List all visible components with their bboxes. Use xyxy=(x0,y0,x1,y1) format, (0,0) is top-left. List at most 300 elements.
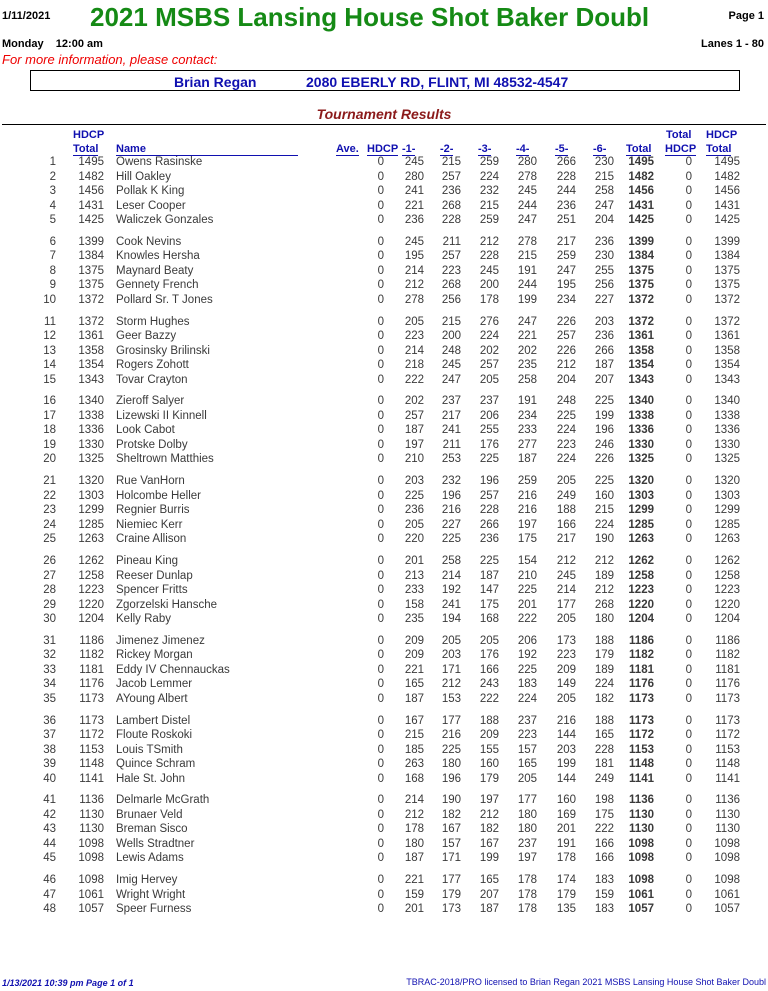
cell-rank: 30 xyxy=(43,613,56,625)
cell-total-hdcp: 0 xyxy=(685,584,692,596)
cell-bowler-name: Breman Sisco xyxy=(116,823,188,836)
cell-game-4: 225 xyxy=(517,584,537,596)
cell-hdcp-total: 1220 xyxy=(78,598,104,611)
cell-game-3: 205 xyxy=(479,373,499,386)
cell-game-5: 228 xyxy=(556,170,576,183)
cell-hdcp-grand-total: 1057 xyxy=(714,903,740,916)
cell-game-5: 144 xyxy=(556,729,576,742)
cell-total-hdcp: 0 xyxy=(685,293,692,306)
cell-game-5: 217 xyxy=(556,235,576,248)
cell-game-3: 257 xyxy=(479,359,499,372)
cell-game-3: 225 xyxy=(479,555,499,567)
cell-total: 1482 xyxy=(628,170,654,183)
cell-game-5: 199 xyxy=(556,758,576,771)
table-row xyxy=(0,773,768,787)
cell-game-6: 215 xyxy=(594,504,614,517)
cell-game-6: 224 xyxy=(594,518,614,531)
table-row xyxy=(0,533,768,547)
cell-hdcp-total: 1262 xyxy=(78,555,104,567)
cell-game-5: 236 xyxy=(556,199,576,212)
cell-game-2: 171 xyxy=(441,852,461,865)
col-game-5: -5- xyxy=(555,143,569,155)
cell-game-4: 157 xyxy=(517,743,537,756)
cell-bowler-name: Grosinsky Brilinski xyxy=(116,344,210,357)
cell-game-5: 169 xyxy=(556,808,576,821)
cell-hdcp: 0 xyxy=(377,279,384,292)
cell-hdcp-grand-total: 1425 xyxy=(714,214,740,226)
cell-rank: 31 xyxy=(43,634,56,647)
cell-hdcp-grand-total: 1098 xyxy=(714,874,740,887)
cell-hdcp-grand-total: 1285 xyxy=(714,518,740,531)
cell-game-2: 192 xyxy=(441,584,461,596)
table-row xyxy=(0,555,768,569)
cell-rank: 18 xyxy=(43,424,56,437)
table-row xyxy=(0,156,768,170)
cell-bowler-name: Speer Furness xyxy=(116,903,192,916)
cell-hdcp: 0 xyxy=(377,569,384,582)
cell-total-hdcp: 0 xyxy=(685,598,692,611)
table-row xyxy=(0,374,768,388)
cell-total: 1172 xyxy=(629,729,654,742)
cell-hdcp-total: 1258 xyxy=(78,569,104,582)
cell-game-5: 216 xyxy=(556,714,576,727)
cell-game-1: 178 xyxy=(404,823,424,836)
cell-game-6: 225 xyxy=(594,395,614,408)
cell-game-6: 196 xyxy=(594,424,614,437)
page-number: Page 1 xyxy=(728,10,764,22)
cell-game-4: 205 xyxy=(517,772,537,785)
cell-game-2: 268 xyxy=(441,199,461,212)
cell-game-6: 222 xyxy=(594,823,614,836)
cell-hdcp-grand-total: 1181 xyxy=(715,663,740,676)
cell-game-3: 257 xyxy=(479,489,499,502)
cell-hdcp: 0 xyxy=(377,170,384,183)
cell-game-2: 247 xyxy=(441,373,461,386)
cell-game-6: 246 xyxy=(594,438,614,451)
cell-game-3: 237 xyxy=(479,395,499,408)
cell-game-1: 159 xyxy=(404,888,424,901)
table-row xyxy=(0,475,768,489)
cell-hdcp-total: 1057 xyxy=(78,903,104,916)
cell-game-4: 223 xyxy=(517,729,537,742)
cell-game-5: 205 xyxy=(556,692,576,705)
cell-total-hdcp: 0 xyxy=(685,837,692,850)
cell-hdcp-total: 1330 xyxy=(78,438,104,451)
cell-total: 1338 xyxy=(628,409,654,422)
cell-bowler-name: Leser Cooper xyxy=(116,199,186,212)
cell-game-1: 235 xyxy=(404,613,424,625)
table-row xyxy=(0,664,768,678)
cell-game-1: 167 xyxy=(404,714,424,727)
col-hdcp: HDCP xyxy=(367,143,399,155)
cell-rank: 42 xyxy=(43,808,56,821)
cell-bowler-name: Regnier Burris xyxy=(116,504,190,517)
cell-hdcp: 0 xyxy=(377,214,384,226)
table-row xyxy=(0,185,768,199)
cell-game-1: 203 xyxy=(404,475,424,488)
table-row xyxy=(0,613,768,627)
cell-game-1: 236 xyxy=(404,504,424,517)
cell-hdcp-grand-total: 1172 xyxy=(715,729,740,742)
cell-game-5: 212 xyxy=(556,555,576,567)
col-hdcp-total-top: HDCP xyxy=(73,129,105,141)
cell-rank: 27 xyxy=(43,569,56,582)
cell-hdcp-grand-total: 1262 xyxy=(714,555,740,567)
cell-game-2: 225 xyxy=(441,533,461,546)
cell-game-5: 224 xyxy=(556,453,576,466)
cell-total: 1098 xyxy=(628,852,654,865)
cell-total-hdcp: 0 xyxy=(685,156,692,168)
cell-hdcp-grand-total: 1204 xyxy=(714,613,740,625)
cell-hdcp: 0 xyxy=(377,199,384,212)
cell-bowler-name: Craine Allison xyxy=(116,533,187,546)
cell-rank: 16 xyxy=(43,395,56,408)
cell-game-3: 225 xyxy=(479,453,499,466)
cell-game-3: 196 xyxy=(479,475,499,488)
cell-rank: 37 xyxy=(43,729,56,742)
cell-game-1: 221 xyxy=(404,663,424,676)
cell-game-1: 214 xyxy=(404,344,424,357)
cell-game-2: 196 xyxy=(441,489,461,502)
cell-game-2: 153 xyxy=(441,692,461,705)
cell-hdcp: 0 xyxy=(377,518,384,531)
table-row xyxy=(0,490,768,504)
cell-game-4: 180 xyxy=(517,823,537,836)
cell-bowler-name: Wright Wright xyxy=(116,888,186,901)
table-row xyxy=(0,852,768,866)
cell-hdcp-total: 1204 xyxy=(78,613,104,625)
cell-rank: 43 xyxy=(43,823,56,836)
cell-game-5: 249 xyxy=(556,489,576,502)
cell-game-4: 234 xyxy=(517,409,537,422)
cell-bowler-name: Rogers Zohott xyxy=(116,359,189,372)
cell-hdcp-grand-total: 1343 xyxy=(714,373,740,386)
cell-bowler-name: Knowles Hersha xyxy=(116,250,200,263)
cell-rank: 29 xyxy=(43,598,56,611)
cell-hdcp-total: 1325 xyxy=(78,453,104,466)
cell-game-4: 191 xyxy=(517,264,537,277)
cell-game-5: 214 xyxy=(556,584,576,596)
cell-game-4: 237 xyxy=(517,837,537,850)
cell-rank: 28 xyxy=(43,584,56,596)
cell-game-6: 166 xyxy=(594,837,614,850)
cell-rank: 25 xyxy=(43,533,56,546)
cell-game-2: 171 xyxy=(441,663,461,676)
cell-total: 1325 xyxy=(628,453,654,466)
cell-game-6: 189 xyxy=(594,663,614,676)
table-row xyxy=(0,519,768,533)
cell-bowler-name: Quince Schram xyxy=(116,758,196,771)
cell-hdcp-total: 1361 xyxy=(78,330,104,343)
cell-total: 1361 xyxy=(628,330,654,343)
cell-game-3: 224 xyxy=(479,330,499,343)
cell-bowler-name: Rickey Morgan xyxy=(116,649,193,662)
cell-hdcp-grand-total: 1384 xyxy=(714,250,740,263)
cell-hdcp: 0 xyxy=(377,678,384,691)
cell-hdcp-grand-total: 1375 xyxy=(714,279,740,292)
cell-game-6: 166 xyxy=(594,852,614,865)
cell-hdcp-total: 1358 xyxy=(78,344,104,357)
cell-game-5: 224 xyxy=(556,424,576,437)
event-day: Monday xyxy=(2,38,44,50)
cell-game-5: 247 xyxy=(556,264,576,277)
cell-game-4: 237 xyxy=(517,714,537,727)
contact-address: 2080 EBERLY RD, FLINT, MI 48532-4547 xyxy=(306,74,569,90)
cell-hdcp-total: 1061 xyxy=(78,888,104,901)
cell-game-5: 203 xyxy=(556,743,576,756)
cell-total: 1223 xyxy=(628,584,654,596)
cell-game-1: 195 xyxy=(404,250,424,263)
cell-game-1: 280 xyxy=(404,170,424,183)
cell-bowler-name: Jimenez Jimenez xyxy=(116,634,205,647)
cell-hdcp-grand-total: 1130 xyxy=(715,808,740,821)
cell-hdcp: 0 xyxy=(377,758,384,771)
cell-game-5: 144 xyxy=(556,772,576,785)
cell-rank: 3 xyxy=(49,185,56,197)
cell-game-6: 204 xyxy=(594,214,614,226)
cell-game-4: 206 xyxy=(517,634,537,647)
cell-bowler-name: Protske Dolby xyxy=(116,438,188,451)
cell-game-4: 224 xyxy=(517,692,537,705)
cell-game-2: 211 xyxy=(442,438,461,451)
cell-hdcp: 0 xyxy=(377,794,384,807)
cell-game-4: 277 xyxy=(517,438,537,451)
table-row xyxy=(0,635,768,649)
cell-game-6: 189 xyxy=(594,569,614,582)
cell-game-1: 215 xyxy=(404,729,424,742)
cell-game-6: 181 xyxy=(594,758,614,771)
cell-rank: 35 xyxy=(43,692,56,705)
cell-bowler-name: Zieroff Salyer xyxy=(116,395,185,408)
cell-hdcp-total: 1223 xyxy=(78,584,104,596)
cell-hdcp: 0 xyxy=(377,598,384,611)
cell-total: 1495 xyxy=(628,156,654,168)
cell-total-hdcp: 0 xyxy=(685,489,692,502)
cell-total: 1372 xyxy=(628,293,654,306)
cell-game-3: 200 xyxy=(479,279,499,292)
cell-game-3: 209 xyxy=(479,729,499,742)
cell-game-2: 212 xyxy=(441,678,461,691)
cell-game-2: 236 xyxy=(441,185,461,197)
cell-hdcp: 0 xyxy=(377,772,384,785)
cell-game-2: 248 xyxy=(441,344,461,357)
cell-game-1: 168 xyxy=(404,772,424,785)
cell-bowler-name: Tovar Crayton xyxy=(116,373,188,386)
table-row xyxy=(0,171,768,185)
cell-game-5: 178 xyxy=(556,852,576,865)
cell-total: 1262 xyxy=(628,555,654,567)
cell-hdcp: 0 xyxy=(377,315,384,328)
cell-hdcp: 0 xyxy=(377,649,384,662)
col-hdcp-grand-bottom: Total xyxy=(706,143,732,155)
cell-hdcp-grand-total: 1098 xyxy=(714,837,740,850)
cell-hdcp-total: 1375 xyxy=(78,264,104,277)
cell-game-6: 179 xyxy=(594,649,614,662)
table-row xyxy=(0,330,768,344)
cell-game-1: 209 xyxy=(404,634,424,647)
cell-total: 1148 xyxy=(629,758,654,771)
cell-game-6: 207 xyxy=(594,373,614,386)
cell-game-4: 197 xyxy=(517,518,537,531)
cell-total: 1358 xyxy=(628,344,654,357)
cell-game-6: 165 xyxy=(594,729,614,742)
cell-total-hdcp: 0 xyxy=(685,692,692,705)
table-row xyxy=(0,410,768,424)
cell-game-5: 217 xyxy=(556,533,576,546)
cell-total-hdcp: 0 xyxy=(685,279,692,292)
cell-game-2: 223 xyxy=(441,264,461,277)
col-total-hdcp-top: Total xyxy=(666,129,692,141)
table-row xyxy=(0,250,768,264)
table-row xyxy=(0,649,768,663)
cell-bowler-name: Delmarle McGrath xyxy=(116,794,210,807)
cell-game-6: 212 xyxy=(594,555,614,567)
cell-total-hdcp: 0 xyxy=(685,903,692,916)
cell-hdcp-grand-total: 1176 xyxy=(715,678,740,691)
table-row xyxy=(0,439,768,453)
cell-game-6: 249 xyxy=(594,772,614,785)
cell-hdcp-total: 1303 xyxy=(78,489,104,502)
cell-game-4: 201 xyxy=(517,598,537,611)
cell-game-5: 166 xyxy=(556,518,576,531)
cell-total: 1425 xyxy=(628,214,654,226)
cell-game-2: 225 xyxy=(441,743,461,756)
table-row xyxy=(0,838,768,852)
cell-hdcp-total: 1173 xyxy=(79,714,104,727)
cell-hdcp-total: 1372 xyxy=(78,315,104,328)
cell-game-1: 187 xyxy=(404,692,424,705)
cell-game-3: 222 xyxy=(479,692,499,705)
cell-total-hdcp: 0 xyxy=(685,794,692,807)
cell-rank: 45 xyxy=(43,852,56,865)
cell-game-2: 211 xyxy=(442,235,461,248)
cell-game-1: 225 xyxy=(404,489,424,502)
cell-hdcp: 0 xyxy=(377,808,384,821)
cell-game-2: 215 xyxy=(441,156,461,168)
cell-hdcp-grand-total: 1336 xyxy=(714,424,740,437)
cell-game-4: 221 xyxy=(517,330,537,343)
cell-hdcp-total: 1399 xyxy=(78,235,104,248)
cell-hdcp-grand-total: 1325 xyxy=(714,453,740,466)
cell-game-5: 248 xyxy=(556,395,576,408)
cell-game-4: 197 xyxy=(517,852,537,865)
cell-game-3: 224 xyxy=(479,170,499,183)
cell-total-hdcp: 0 xyxy=(685,264,692,277)
cell-total-hdcp: 0 xyxy=(685,409,692,422)
cell-total-hdcp: 0 xyxy=(685,453,692,466)
cell-total-hdcp: 0 xyxy=(685,438,692,451)
table-row xyxy=(0,809,768,823)
cell-rank: 10 xyxy=(43,293,56,306)
cell-game-4: 175 xyxy=(517,533,537,546)
cell-hdcp-grand-total: 1299 xyxy=(714,504,740,517)
cell-total: 1456 xyxy=(628,185,654,197)
cell-hdcp: 0 xyxy=(377,584,384,596)
cell-total: 1303 xyxy=(628,489,654,502)
cell-game-2: 180 xyxy=(441,758,461,771)
cell-game-4: 165 xyxy=(517,758,537,771)
cell-game-5: 266 xyxy=(556,156,576,168)
cell-hdcp: 0 xyxy=(377,888,384,901)
cell-total-hdcp: 0 xyxy=(685,613,692,625)
cell-bowler-name: Imig Hervey xyxy=(116,874,178,887)
event-day-time xyxy=(2,38,103,50)
cell-game-2: 215 xyxy=(441,315,461,328)
cell-total: 1354 xyxy=(628,359,654,372)
cell-total: 1384 xyxy=(628,250,654,263)
cell-rank: 17 xyxy=(43,409,56,422)
cell-hdcp: 0 xyxy=(377,663,384,676)
cell-game-2: 216 xyxy=(441,504,461,517)
table-row xyxy=(0,200,768,214)
cell-game-5: 174 xyxy=(556,874,576,887)
cell-total-hdcp: 0 xyxy=(685,852,692,865)
cell-total: 1130 xyxy=(629,823,654,836)
cell-game-6: 199 xyxy=(594,409,614,422)
cell-bowler-name: Niemiec Kerr xyxy=(116,518,183,531)
cell-hdcp-grand-total: 1456 xyxy=(714,185,740,197)
cell-total-hdcp: 0 xyxy=(685,634,692,647)
cell-hdcp: 0 xyxy=(377,395,384,408)
cell-game-4: 258 xyxy=(517,373,537,386)
cell-hdcp-total: 1336 xyxy=(78,424,104,437)
cell-bowler-name: Lewis Adams xyxy=(116,852,184,865)
cell-game-4: 247 xyxy=(517,315,537,328)
table-row xyxy=(0,345,768,359)
cell-total: 1176 xyxy=(629,678,654,691)
cell-game-1: 205 xyxy=(404,315,424,328)
cell-hdcp-total: 1384 xyxy=(78,250,104,263)
cell-hdcp-total: 1181 xyxy=(79,663,104,676)
cell-rank: 20 xyxy=(43,453,56,466)
cell-hdcp-total: 1320 xyxy=(78,475,104,488)
cell-game-6: 188 xyxy=(594,714,614,727)
cell-game-3: 236 xyxy=(479,533,499,546)
cell-game-2: 268 xyxy=(441,279,461,292)
cell-hdcp-grand-total: 1061 xyxy=(714,888,740,901)
table-row xyxy=(0,693,768,707)
cell-game-5: 223 xyxy=(556,438,576,451)
cell-hdcp-total: 1354 xyxy=(78,359,104,372)
cell-total: 1182 xyxy=(629,649,654,662)
cell-game-3: 206 xyxy=(479,409,499,422)
cell-game-1: 245 xyxy=(404,156,424,168)
cell-game-5: 257 xyxy=(556,330,576,343)
cell-total-hdcp: 0 xyxy=(685,533,692,546)
cell-game-4: 210 xyxy=(517,569,537,582)
cell-rank: 34 xyxy=(43,678,56,691)
cell-game-1: 222 xyxy=(404,373,424,386)
cell-game-2: 217 xyxy=(441,409,461,422)
cell-rank: 24 xyxy=(43,518,56,531)
cell-hdcp: 0 xyxy=(377,743,384,756)
cell-hdcp-grand-total: 1130 xyxy=(715,823,740,836)
cell-bowler-name: Lizewski II Kinnell xyxy=(116,409,207,422)
cell-hdcp-grand-total: 1495 xyxy=(714,156,740,168)
cell-rank: 39 xyxy=(43,758,56,771)
cell-game-4: 202 xyxy=(517,344,537,357)
cell-game-2: 227 xyxy=(441,518,461,531)
cell-game-3: 182 xyxy=(479,823,499,836)
cell-total: 1173 xyxy=(629,714,654,727)
cell-game-1: 180 xyxy=(404,837,424,850)
cell-hdcp-total: 1173 xyxy=(79,692,104,705)
col-game-6: -6- xyxy=(593,143,607,155)
cell-hdcp-grand-total: 1186 xyxy=(715,634,740,647)
cell-hdcp-grand-total: 1136 xyxy=(715,794,740,807)
cell-game-4: 247 xyxy=(517,214,537,226)
cell-game-2: 216 xyxy=(441,729,461,742)
